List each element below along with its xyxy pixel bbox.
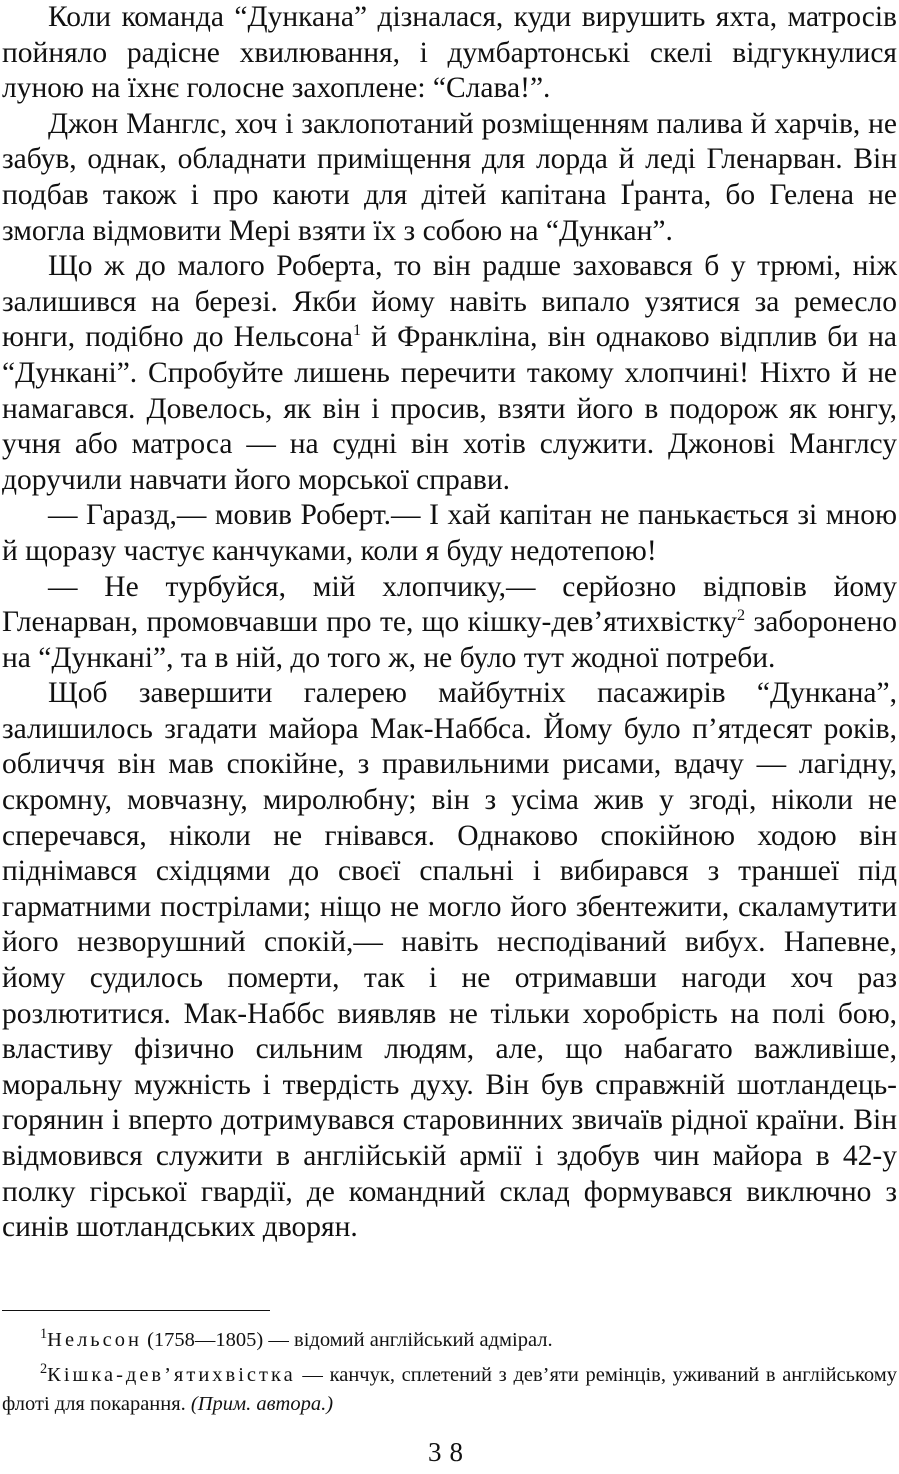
paragraph-1-text: Коли команда “Дункана” дізналася, куди вирушить яхта, матросів пойняло радісне хвилювання, і думбартонські скелі відгукнулися луною на їхнє голосне захоплене: “Слава!”. (2, 1, 897, 105)
paragraph-5-text-before: — Не турбуйся, мій хлопчику,— серйозно відповів йому Гленарван, промовчавши про те, що кішку-дев’ятихвістку (2, 570, 897, 639)
footnotes (2, 1326, 897, 1425)
paragraph-5 (2, 570, 897, 677)
paragraph-4 (2, 498, 897, 569)
paragraph-5-text-after: заборонено на “Дункані”, та в ній, до того ж, не було тут жодної потреби. (2, 606, 897, 674)
main-text (2, 0, 897, 1246)
footnote-1-text: (1758—1805) — відомий англійський адмірал. (141, 1329, 553, 1351)
paragraph-6-text: Щоб завершити галерею майбутніх пасажирів “Дункана”, залишилось згадати майора Мак-Наббса. Йому було п’ятдесят років, обличчя він мав спокійне, з правильними рисами, вдачу — лагідну, скромну, мовчазну, миролюбну; він з усіма жив у згоді, ніколи не сперечався, ніколи не гнівався. Однаково спокійною ходою він піднімався східцями до своєї спальні і вибирався з траншеї під гарматними пострілами; ніщо не могло його збентежити, скаламутити його незворушний спокій,— навіть несподіваний вибух. Напевне, йому судилось померти, так і не отримавши нагоди хоч раз розлютитися. Мак-Наббс виявляв не тільки хоробрість на полі бою, властиву фізично сильним людям, але, що набагато важливіше, моральну мужність і твердість духу. Він був справжній шотландець-горянин і вперто дотримувався старовинних звичаїв рідної країни. Він відмовився служити в англійській армії і здобув чин майора в 42-у полку гірської гвардії, де командний склад формувався виключно з синів шотландських дворян. (2, 677, 897, 1244)
paragraph-2 (2, 107, 897, 249)
paragraph-3-text-before: Що ж до малого Роберта, то він радше заховався б у трюмі, ніж залишився на березі. Якби йому навіть випало узятися за ремесло юнги, подібно до Нельсона (2, 250, 897, 354)
paragraph-6 (2, 676, 897, 1246)
footnote-1 (2, 1326, 897, 1355)
paragraph-3-text-after: й Франкліна, він однаково відплив би на “Дункані”. Спробуйте лишень перечити такому хлопчині! Ніхто й не намагався. Довелось, як він і просив, взяти його в подорож як юнгу, учня або матроса — на судні він хотів служити. Джонові Манглсу доручили навчати його морської справи. (2, 321, 897, 496)
footnote-2-term: Кішка-дев’ятихвістка (47, 1364, 296, 1386)
footnote-ref-1: 1 (352, 321, 362, 340)
footnote-2-mark: 2 (40, 1361, 48, 1378)
footnote-1-term: Нельсон (47, 1329, 142, 1351)
paragraph-4-text: — Гаразд,— мовив Роберт.— І хай капітан не панькається зі мною й щоразу частує канчуками, коли я буду недотепою! (2, 499, 897, 567)
footnote-2-text: — канчук, сплетений з дев’яти ремінців, уживаний в англійському флоті для покарання. (2, 1364, 897, 1415)
footnote-2-author-note: (Прим. автора.) (190, 1393, 334, 1415)
footnote-divider (2, 1310, 270, 1311)
paragraph-1 (2, 0, 897, 107)
paragraph-3 (2, 249, 897, 498)
footnote-1-mark: 1 (40, 1326, 48, 1343)
page-number: 38 (428, 1437, 471, 1467)
paragraph-2-text: Джон Манглс, хоч і заклопотаний розміщенням палива й харчів, не забув, однак, обладнати приміщення для лорда й леді Гленарван. Він подбав також і про каюти для дітей капітана Ґранта, бо Гелена не змогла відмовити Мері взяти їх з собою на “Дункан”. (2, 107, 897, 247)
footnote-2 (2, 1361, 897, 1419)
footnote-ref-2: 2 (737, 606, 746, 625)
